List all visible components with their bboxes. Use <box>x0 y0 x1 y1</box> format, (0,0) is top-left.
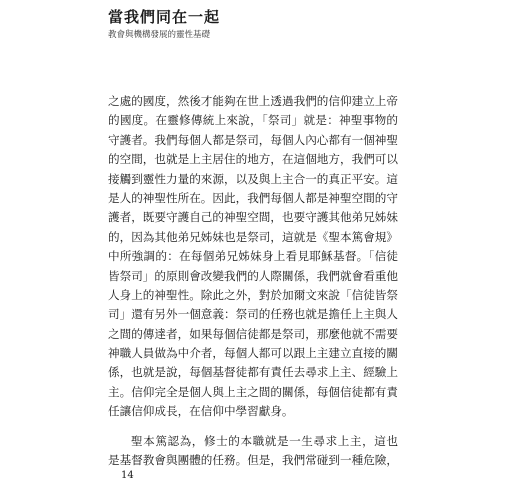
running-title: 當我們同在一起 <box>108 8 221 26</box>
text-line: 聖本篤認為，修士的本職就是一生尋求上主，這也 <box>131 433 398 448</box>
text-line: 中所強調的：在每個弟兄姊妹身上看見耶穌基督。「信徒 <box>108 249 398 264</box>
paragraph <box>108 432 398 471</box>
text-line: 的，因為其他弟兄姊妹也是祭司，這就是《聖本篤會規》 <box>108 229 398 244</box>
text-line: 的空間，也就是上主居住的地方，在這個地方，我們可以 <box>108 152 398 167</box>
text-line: 司」還有另外一個意義：祭司的任務也就是擔任上主與人 <box>108 307 398 322</box>
text-line: 接觸到靈性力量的來源，以及與上主合一的真正平安。這 <box>108 171 398 186</box>
text-line: 神職人員做為中介者，每個人都可以跟上主建立直接的關 <box>108 346 398 361</box>
text-line: 任讓信仰成長，在信仰中學習獻身。 <box>108 404 294 419</box>
text-line: 係，也就是說，每個基督徒都有責任去尋求上主、經驗上 <box>108 365 398 380</box>
text-line: 是基督教會與團體的任務。但是，我們常碰到一種危險， <box>108 453 398 468</box>
text-line: 人身上的神聖性。除此之外，對於加爾文來說「信徒皆祭 <box>108 287 398 302</box>
running-subtitle: 教會與機構發展的靈性基礎 <box>108 30 211 40</box>
text-line: 護者，既要守護自己的神聖空間，也要守護其他弟兄姊妹 <box>108 210 398 225</box>
body-text <box>108 92 398 470</box>
text-line: 之間的傳達者，如果每個信徒都是祭司，那麼他就不需要 <box>108 326 398 341</box>
paragraph-gap <box>108 422 398 432</box>
text-line: 主。信仰完全是個人與上主之間的關係，每個信徒都有責 <box>108 384 398 399</box>
paragraph <box>108 92 398 422</box>
text-line: 守護者。我們每個人都是祭司，每個人內心都有一個神聖 <box>108 132 398 147</box>
text-line: 是人的神聖性所在。因此，我們每個人都是神聖空間的守 <box>108 190 398 205</box>
text-line: 的國度。在靈修傳統上來說，「祭司」就是：神聖事物的 <box>108 113 398 128</box>
text-line: 皆祭司」的原則會改變我們的人際關係，我們就會看重他 <box>108 268 398 283</box>
page-number: 14 <box>121 470 134 481</box>
text-line: 之處的國度，然後才能夠在世上透過我們的信仰建立上帝 <box>108 94 398 108</box>
